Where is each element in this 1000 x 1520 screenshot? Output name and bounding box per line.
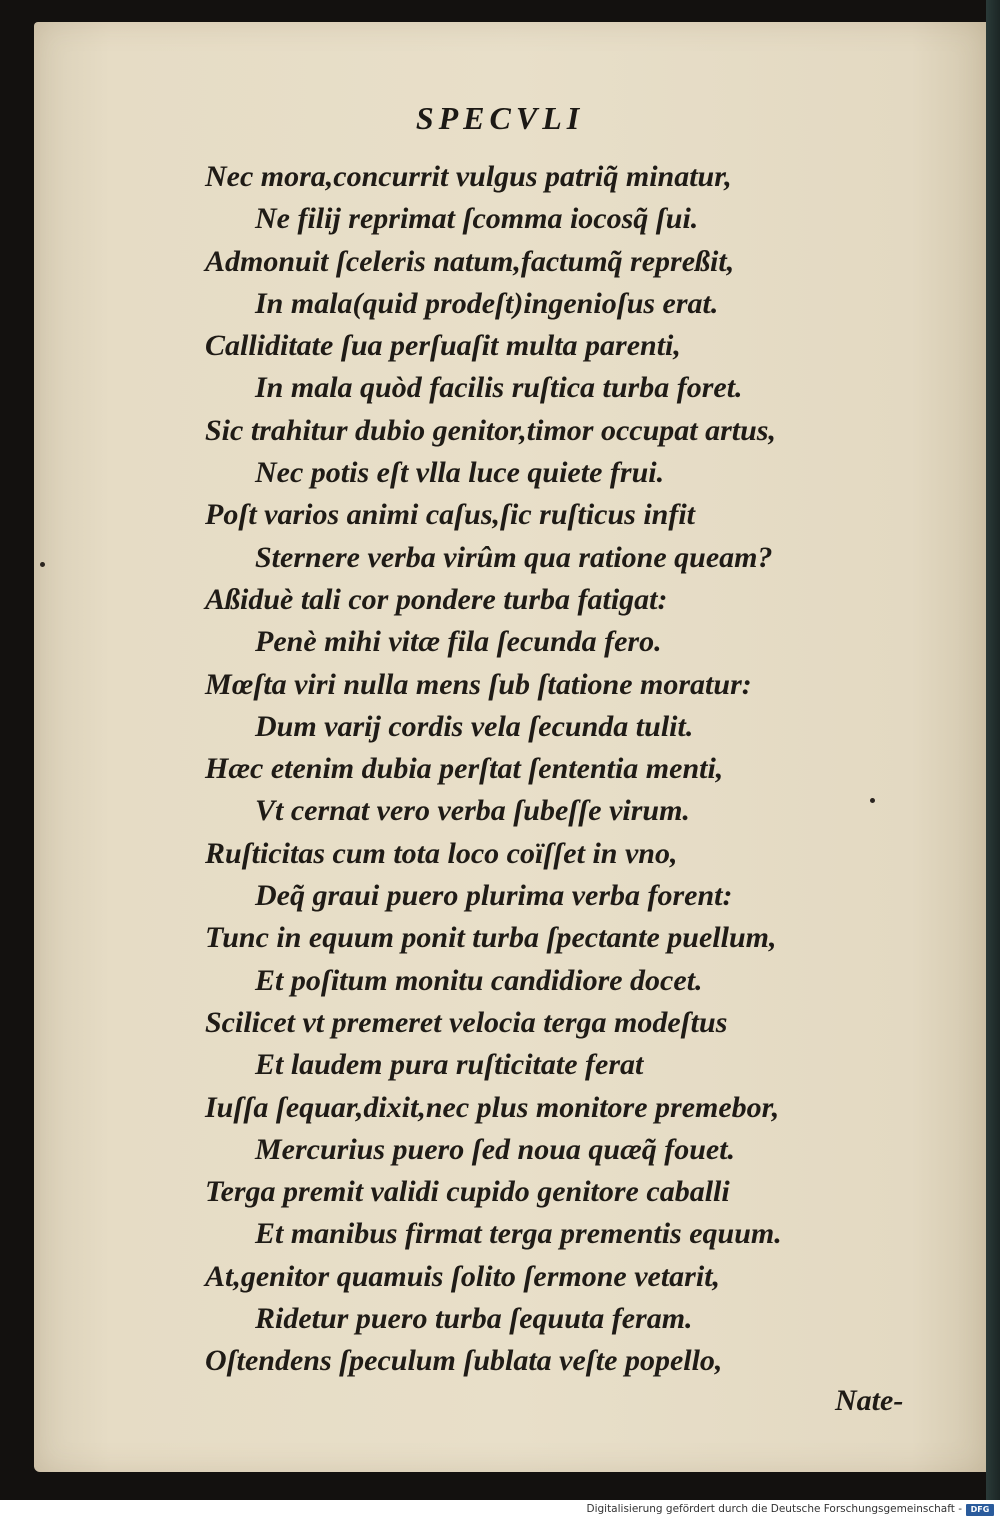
catchword: Nate-	[835, 1384, 904, 1417]
verse-line: Tunc in equum ponit turba ſpectante puellum,	[205, 921, 777, 955]
ink-mark	[40, 562, 45, 567]
verse-line: Scilicet vt premeret velocia terga modeſtus	[205, 1005, 728, 1039]
verse-line: Hæc etenim dubia perſtat ſententia menti,	[205, 752, 724, 786]
footer-bar	[0, 1500, 1000, 1520]
verse-line: Poſt varios animi caſus,ſic ruſticus infit	[205, 498, 696, 532]
verse-line: Penè mihi vitæ fila ſecunda fero.	[255, 625, 662, 659]
verse-line: Et laudem pura ruſticitate ferat	[255, 1048, 644, 1082]
dfg-logo: DFG	[966, 1504, 994, 1516]
verse-line: Iuſſa ſequar,dixit,nec plus monitore premebor,	[205, 1090, 780, 1124]
verse-line: Mœſta viri nulla mens ſub ſtatione moratur:	[205, 667, 752, 701]
verse-line: In mala(quid prodeſt)ingenioſus erat.	[255, 286, 719, 320]
verse-line: Calliditate ſua perſuaſit multa parenti,	[205, 329, 681, 363]
verse-line: Deq̃ graui puero plurima verba forent:	[255, 879, 733, 913]
verse-line: Oſtendens ſpeculum ſublata veſte popello,	[205, 1344, 723, 1378]
verse-line: Nec potis eſt vlla luce quiete frui.	[255, 456, 665, 490]
binding-edge	[986, 0, 1000, 1500]
verse-line: Ridetur puero turba ſequuta feram.	[255, 1302, 693, 1336]
running-head: SPECVLI	[415, 100, 585, 136]
verse-line: In mala quòd facilis ruſtica turba foret.	[255, 371, 743, 405]
verse-line: At,genitor quamuis ſolito ſermone vetarit,	[205, 1259, 721, 1293]
verse-line: Et poſitum monitu candidiore docet.	[255, 963, 703, 997]
footer-credit: Digitalisierung gefördert durch die Deutsche Forschungsgemeinschaft -	[586, 1503, 962, 1515]
verse-line: Sic trahitur dubio genitor,timor occupat artus,	[205, 413, 776, 447]
verse-line: Terga premit validi cupido genitore caballi	[205, 1175, 730, 1209]
verse-line: Vt cernat vero verba ſubeſſe virum.	[255, 794, 690, 828]
verse-line: Aßiduè tali cor pondere turba fatigat:	[205, 582, 668, 616]
verse-line: Sternere verba virûm qua ratione queam?	[255, 540, 773, 574]
verse-line: Nec mora,concurrit vulgus patriq̃ minatur,	[205, 160, 732, 193]
poem-text	[205, 156, 905, 1383]
verse-line: Ne filij reprimat ſcomma iocosq̃ ſui.	[255, 202, 699, 236]
verse-line: Et manibus firmat terga prementis equum.	[255, 1217, 782, 1251]
verse-line: Ruſticitas cum tota loco coïſſet in vno,	[205, 836, 678, 870]
verse-line: Mercurius puero ſed noua quæq̃ fouet.	[255, 1132, 736, 1166]
verse-line: Admonuit ſceleris natum,factumq̃ repreßit,	[205, 244, 735, 278]
verse-line: Dum varij cordis vela ſecunda tulit.	[255, 709, 694, 743]
